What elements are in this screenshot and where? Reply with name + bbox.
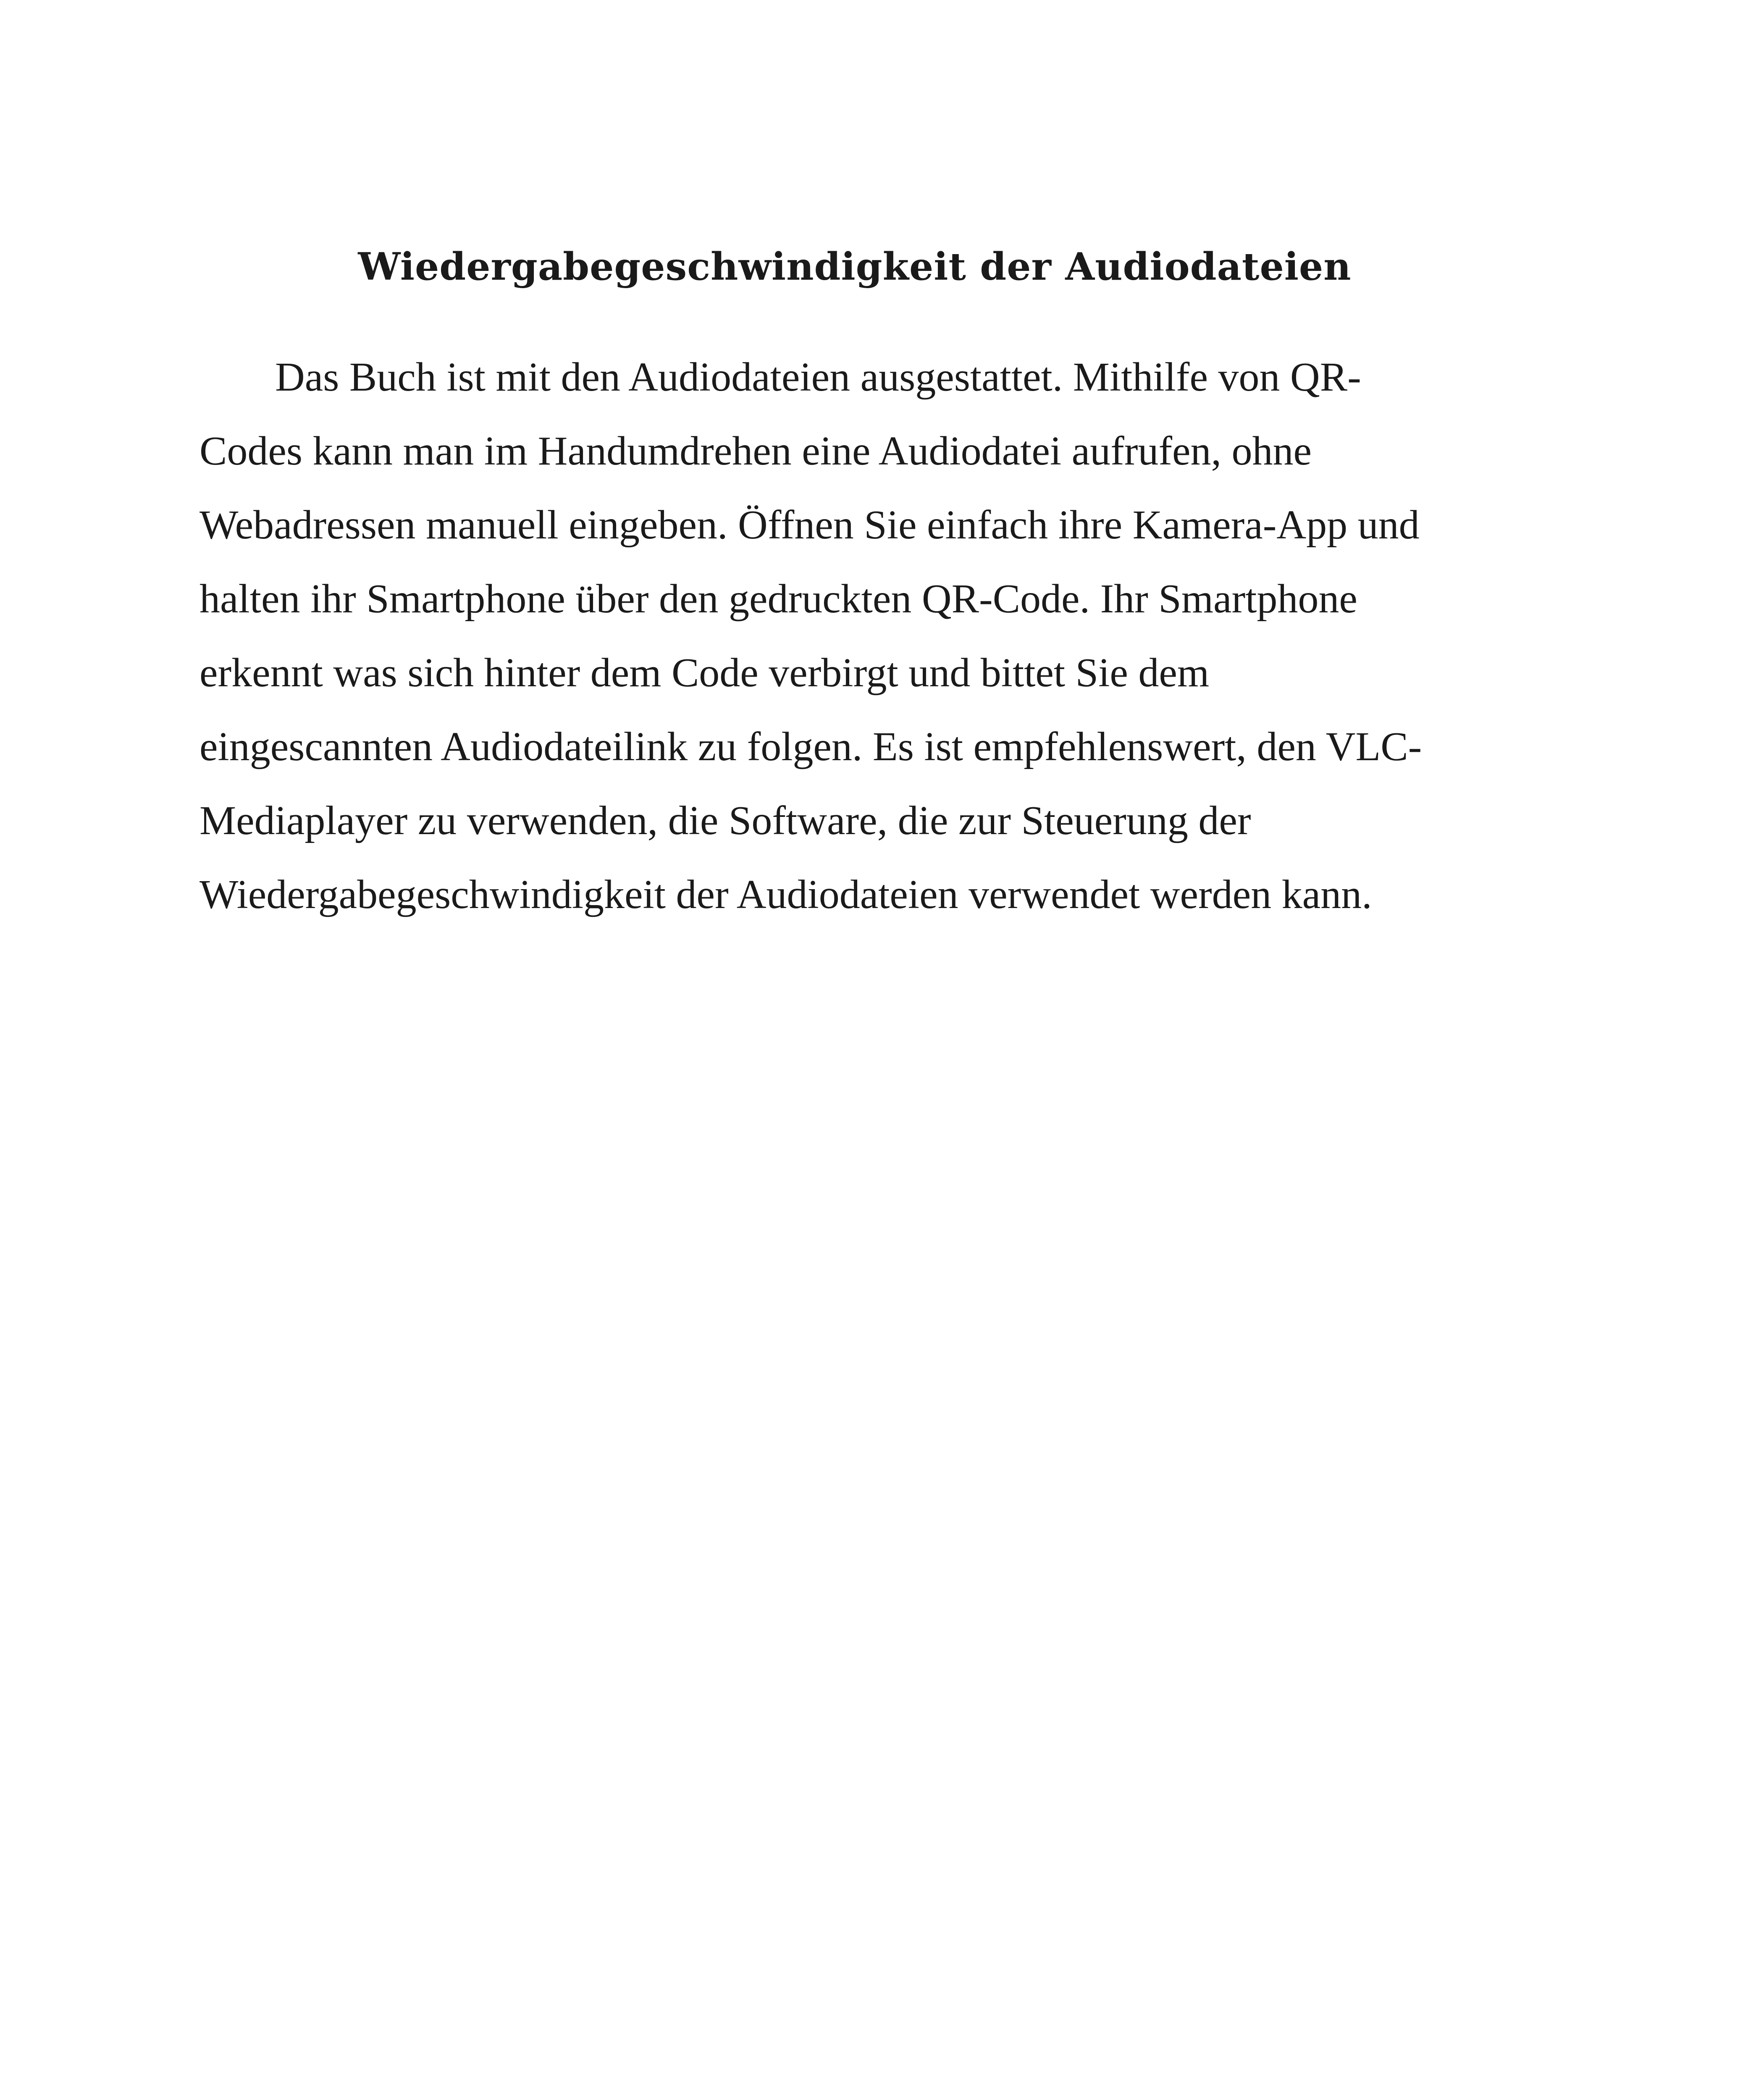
paragraph-line: Wiedergabegeschwindigkeit der Audiodateien verwendet werden kann. bbox=[200, 872, 1372, 917]
paragraph-line: eingescannten Audiodateilink zu folgen. Es ist empfehlenswert, den VLC- bbox=[200, 724, 1422, 769]
paragraph-line: erkennt was sich hinter dem Code verbirgt und bittet Sie dem bbox=[200, 650, 1210, 696]
paragraph-line: Das Buch ist mit den Audiodateien ausgestattet. Mithilfe von QR- bbox=[275, 354, 1361, 400]
paragraph-line: Mediaplayer zu verwenden, die Software, die zur Steuerung der bbox=[200, 798, 1251, 843]
body-paragraph bbox=[200, 349, 1564, 940]
paragraph-line: Webadressen manuell eingeben. Öffnen Sie einfach ihre Kamera-App und bbox=[200, 502, 1420, 548]
paragraph-line: halten ihr Smartphone über den gedruckten QR-Code. Ihr Smartphone bbox=[200, 576, 1357, 622]
page-heading: Wiedergabegeschwindigkeit der Audiodateien bbox=[358, 244, 1352, 289]
paragraph-line: Codes kann man im Handumdrehen eine Audiodatei aufrufen, ohne bbox=[200, 428, 1312, 474]
